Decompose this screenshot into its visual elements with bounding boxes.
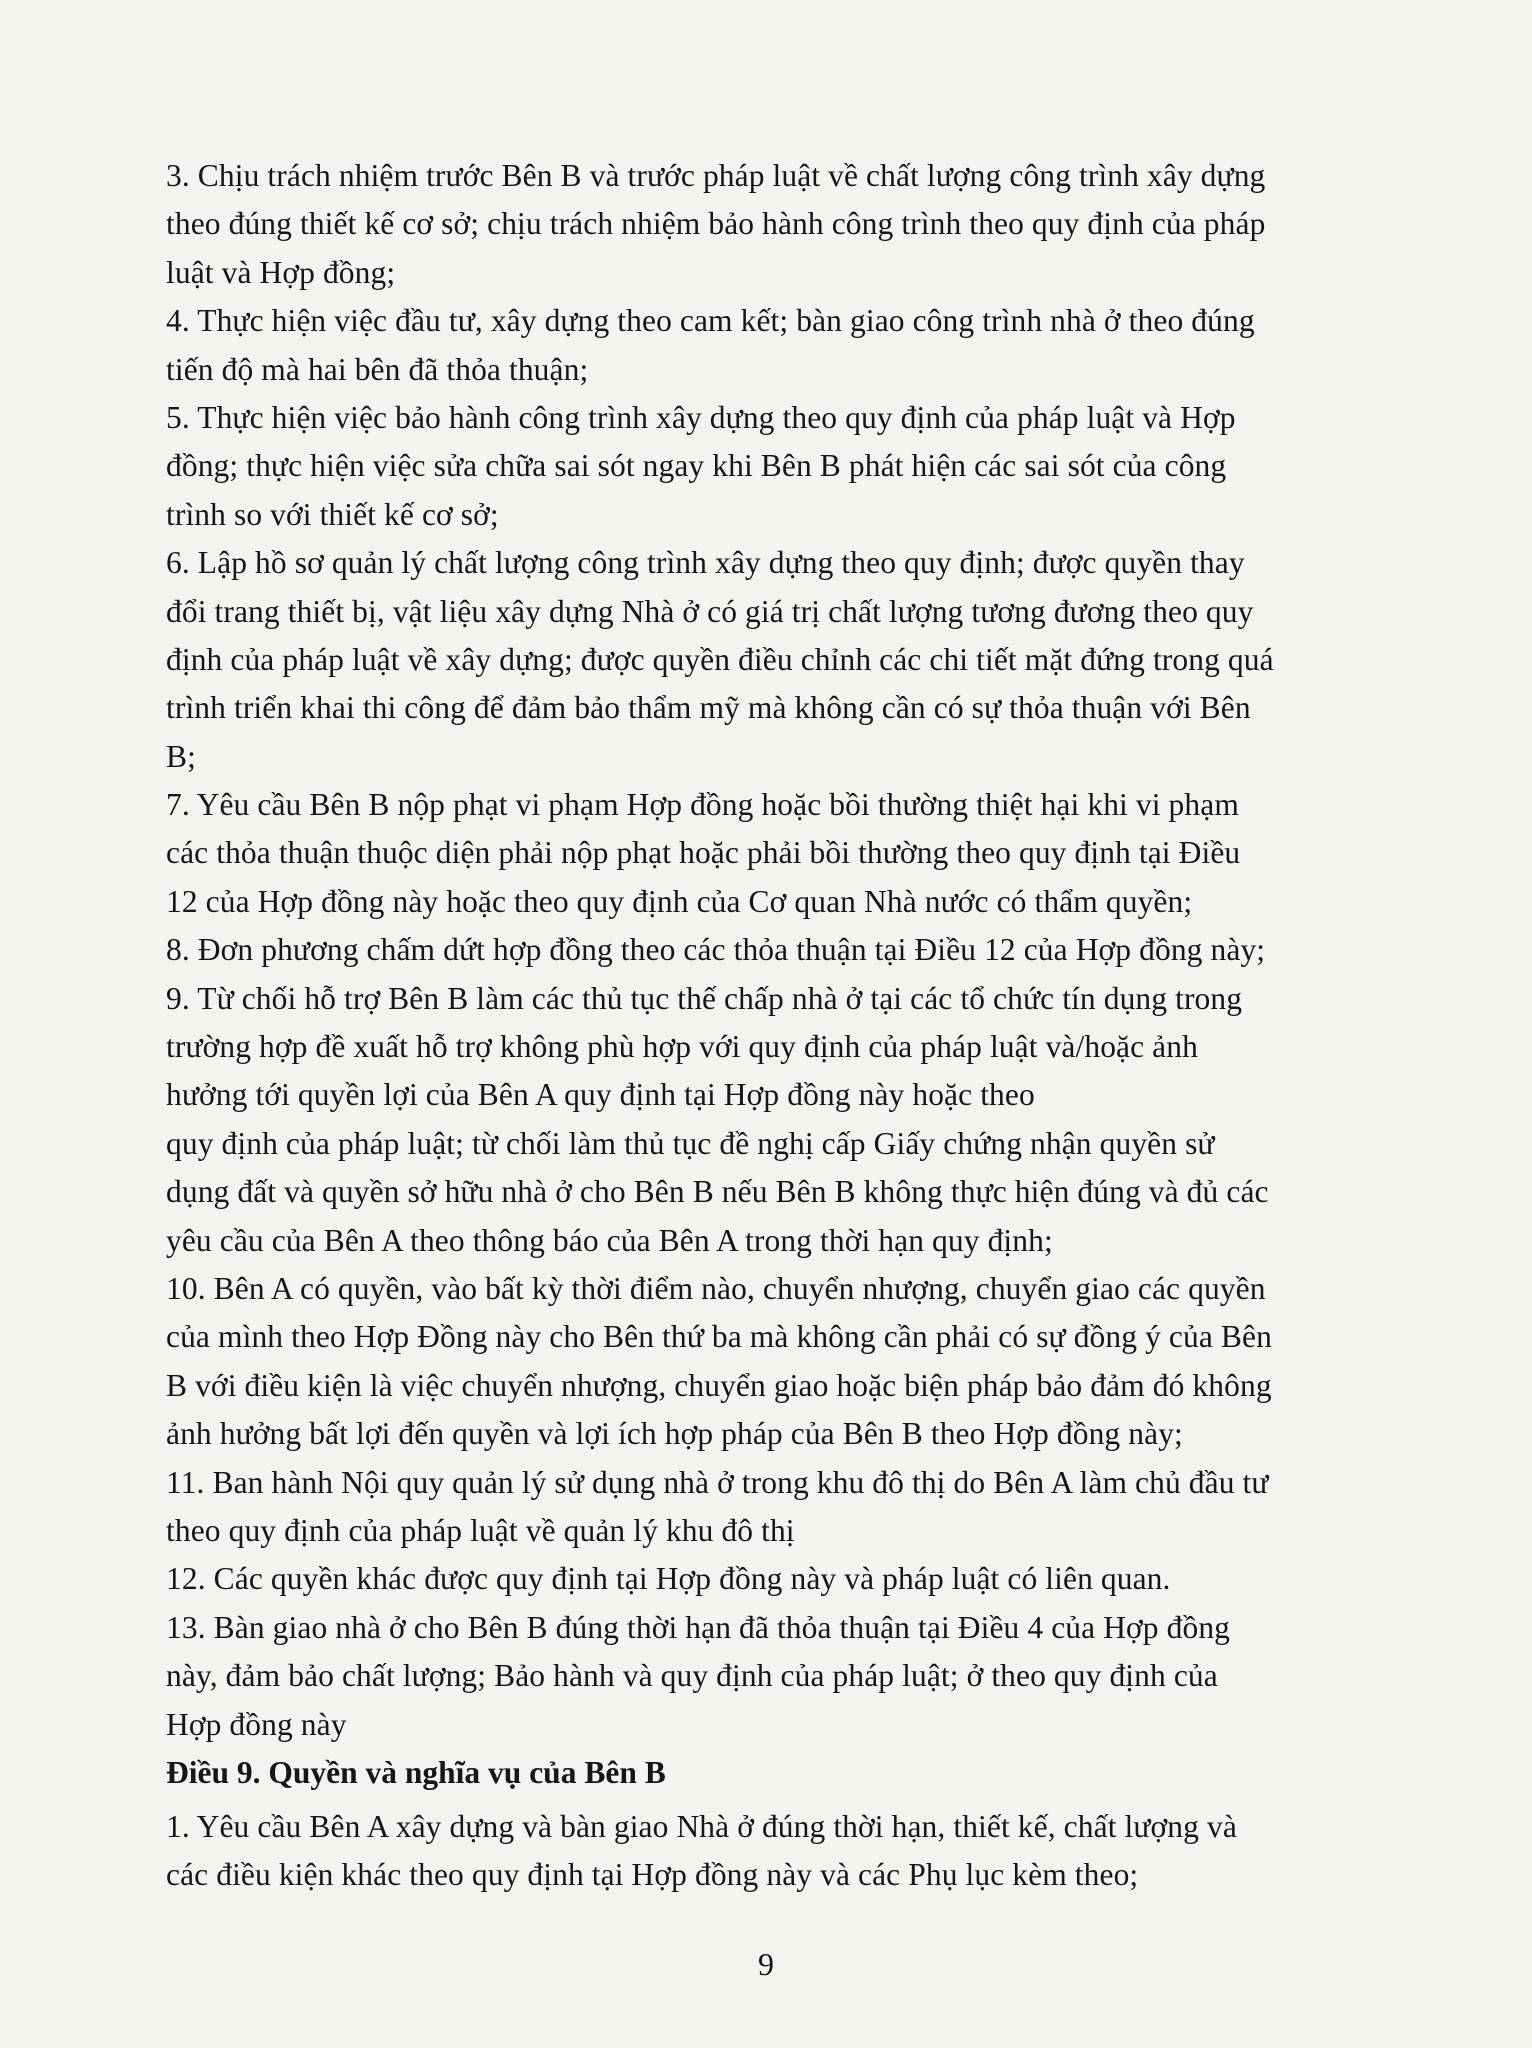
text-line: trình so với thiết kế cơ sở;: [166, 496, 499, 532]
text-line: 10. Bên A có quyền, vào bất kỳ thời điểm nào, chuyển nhượng, chuyển giao các quyền: [166, 1270, 1266, 1306]
text-line: B;: [166, 738, 196, 774]
text-line: 3. Chịu trách nhiệm trước Bên B và trước pháp luật về chất lượng công trình xây dựng: [166, 158, 1266, 193]
text-line: của mình theo Hợp Đồng này cho Bên thứ ba mà không cần phải có sự đồng ý của Bên: [166, 1319, 1272, 1355]
text-line: 8. Đơn phương chấm dứt hợp đồng theo các thỏa thuận tại Điều 12 của Hợp đồng này;: [166, 932, 1266, 968]
section-heading: Điều 9. Quyền và nghĩa vụ của Bên B: [166, 1754, 666, 1790]
text-line: trường hợp đề xuất hỗ trợ không phù hợp với quy định của pháp luật và/hoặc ảnh: [166, 1029, 1198, 1065]
text-line: các điều kiện khác theo quy định tại Hợp đồng này và các Phụ lục kèm theo;: [166, 1857, 1139, 1893]
text-line: này, đảm bảo chất lượng; Bảo hành và quy định của pháp luật; ở theo quy định của: [166, 1658, 1218, 1694]
text-line: 4. Thực hiện việc đầu tư, xây dựng theo cam kết; bàn giao công trình nhà ở theo đúng: [166, 303, 1255, 339]
text-line: dụng đất và quyền sở hữu nhà ở cho Bên B nếu Bên B không thực hiện đúng và đủ các: [166, 1174, 1269, 1210]
text-line: B với điều kiện là việc chuyển nhượng, chuyển giao hoặc biện pháp bảo đảm đó không: [166, 1367, 1272, 1403]
text-line: trình triển khai thi công để đảm bảo thẩm mỹ mà không cần có sự thỏa thuận với Bên: [166, 690, 1251, 726]
text-line: 11. Ban hành Nội quy quản lý sử dụng nhà ở trong khu đô thị do Bên A làm chủ đầu tư: [166, 1464, 1269, 1500]
text-line: định của pháp luật về xây dựng; được quyền điều chỉnh các chi tiết mặt đứng trong quá: [166, 641, 1274, 677]
text-line: 12 của Hợp đồng này hoặc theo quy định của Cơ quan Nhà nước có thẩm quyền;: [166, 883, 1193, 919]
text-line: theo đúng thiết kế cơ sở; chịu trách nhiệm bảo hành công trình theo quy định của pháp: [166, 206, 1266, 242]
text-line: Hợp đồng này: [166, 1706, 347, 1742]
text-line: 6. Lập hồ sơ quản lý chất lượng công trình xây dựng theo quy định; được quyền thay: [166, 545, 1245, 581]
document-body: [166, 152, 1432, 1900]
page-number: 9: [758, 1946, 774, 1982]
text-line: 12. Các quyền khác được quy định tại Hợp đồng này và pháp luật có liên quan.: [166, 1561, 1171, 1597]
text-line: các thỏa thuận thuộc diện phải nộp phạt hoặc phải bồi thường theo quy định tại Điều: [166, 835, 1241, 871]
text-line: luật và Hợp đồng;: [166, 254, 396, 290]
text-line: đổi trang thiết bị, vật liệu xây dựng Nhà ở có giá trị chất lượng tương đương theo quy: [166, 593, 1254, 629]
text-line: theo quy định của pháp luật về quản lý khu đô thị: [166, 1512, 795, 1548]
text-line: 5. Thực hiện việc bảo hành công trình xây dựng theo quy định của pháp luật và Hợp: [166, 399, 1236, 435]
text-line: tiến độ mà hai bên đã thỏa thuận;: [166, 351, 589, 387]
text-line: 7. Yêu cầu Bên B nộp phạt vi phạm Hợp đồng hoặc bồi thường thiệt hại khi vi phạm: [166, 787, 1239, 823]
text-line: đồng; thực hiện việc sửa chữa sai sót ngay khi Bên B phát hiện các sai sót của công: [166, 448, 1227, 484]
text-line: quy định của pháp luật; từ chối làm thủ tục đề nghị cấp Giấy chứng nhận quyền sử: [166, 1125, 1215, 1161]
text-line: ảnh hưởng bất lợi đến quyền và lợi ích hợp pháp của Bên B theo Hợp đồng này;: [166, 1416, 1183, 1452]
text-line: 13. Bàn giao nhà ở cho Bên B đúng thời hạn đã thỏa thuận tại Điều 4 của Hợp đồng: [166, 1609, 1231, 1645]
text-line: 9. Từ chối hỗ trợ Bên B làm các thủ tục thế chấp nhà ở tại các tổ chức tín dụng trong: [166, 980, 1243, 1016]
text-line: 1. Yêu cầu Bên A xây dựng và bàn giao Nhà ở đúng thời hạn, thiết kế, chất lượng và: [166, 1808, 1237, 1844]
text-line: yêu cầu của Bên A theo thông báo của Bên A trong thời hạn quy định;: [166, 1222, 1053, 1258]
text-line: hưởng tới quyền lợi của Bên A quy định tại Hợp đồng này hoặc theo: [166, 1077, 1035, 1113]
